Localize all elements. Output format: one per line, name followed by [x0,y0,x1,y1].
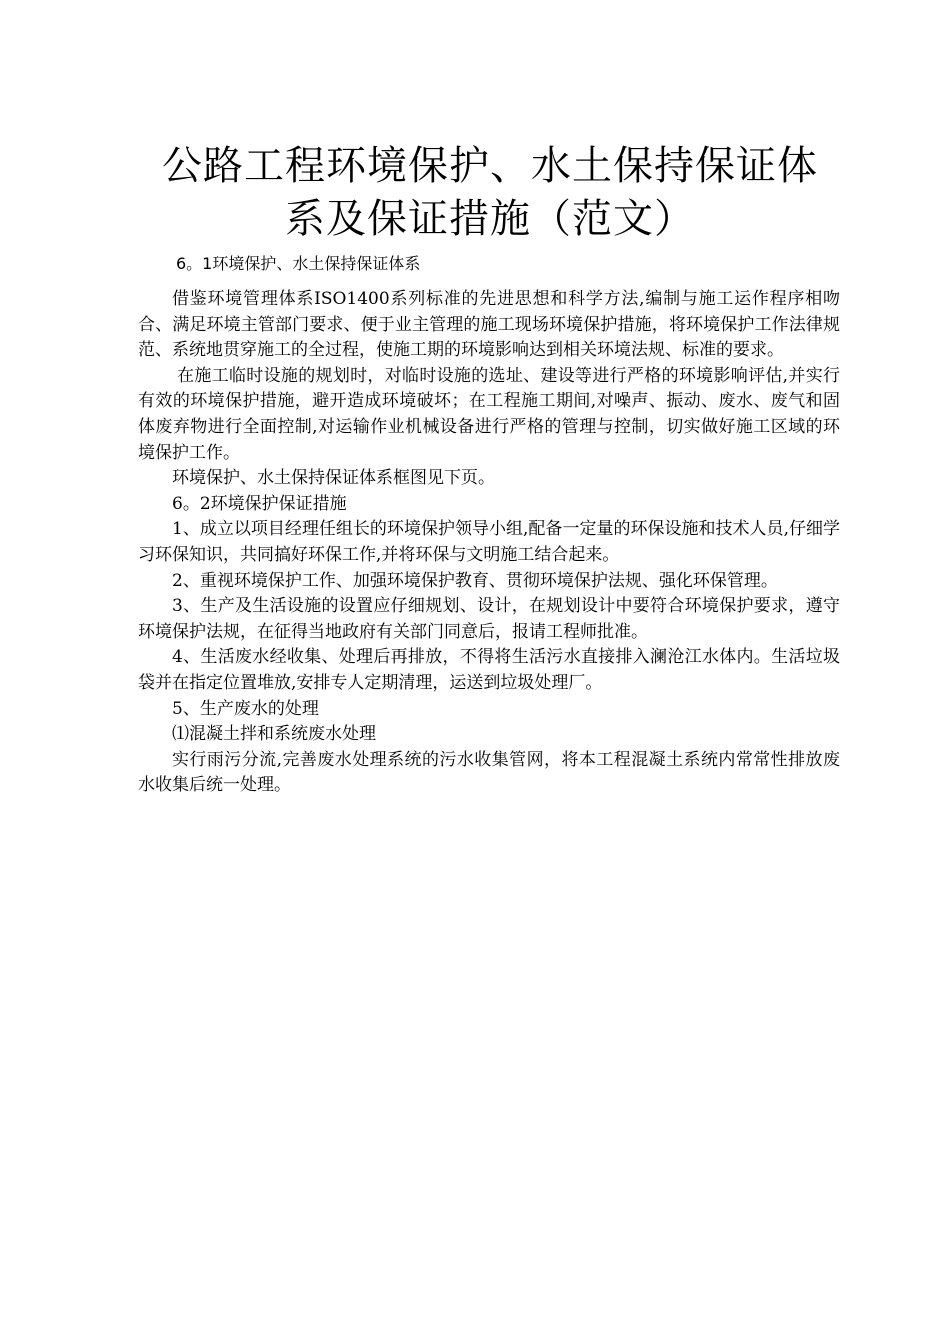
section-heading-6-1: 6。1环境保护、水土保持保证体系 [176,254,421,273]
paragraph-measure-5-heading: 5、生产废水的处理 [172,698,319,719]
paragraph-measure-1: 1、成立以项目经理任组长的环境保护领导小组,配备一定量的环保设施和技术人员,仔细学习环保知识，共同搞好环保工作,并将环保与文明施工结合起来。 [138,519,840,565]
document-body [138,287,840,799]
paragraph-measure-3: 3、生产及生活设施的设置应仔细规划、设计，在规划设计中要符合环境保护要求，遵守环境保护法规，在征得当地政府有关部门同意后，报请工程师批准。 [138,596,840,642]
document-title-line-1: 公路工程环境保护、水土保持保证体 [162,143,818,189]
paragraph-framework-diagram-note: 环境保护、水土保持保证体系框图见下页。 [172,468,495,489]
document-title-line-2: 系及保证措施（范文） [285,196,695,242]
document-title [120,140,860,246]
section-heading-6-2: 6。2环境保护保证措施 [172,493,347,514]
paragraph-iso-framework: 借鉴环境管理体系ISO1400系列标准的先进思想和科学方法,编制与施工运作程序相吻合、满足环境主管部门要求、便于业主管理的施工现场环境保护措施，将环境保护工作法律规范、系统地贯穿施工的全过程，使施工期的环境影响达到相关环境法规、标准的要求。 [138,289,840,361]
paragraph-concrete-treatment: 实行雨污分流,完善废水处理系统的污水收集管网，将本工程混凝土系统内常常性排放废水收集后统一处理。 [138,749,840,796]
paragraph-measure-4: 4、生活废水经收集、处理后再排放，不得将生活污水直接排入澜沧江水体内。生活垃圾袋并在指定位置堆放,安排专人定期清理，运送到垃圾处理厂。 [138,647,840,693]
paragraph-concrete-heading: ⑴混凝土拌和系统废水处理 [172,724,376,745]
paragraph-temporary-facilities: 在施工临时设施的规划时，对临时设施的选址、建设等进行严格的环境影响评估,并实行有效的环境保护措施，避开造成环境破坏；在工程施工期间,对噪声、振动、废水、废气和固体废弃物进行全面控制,对运输作业机械设备进行严格的管理与控制，切实做好施工区域的环境保护工作。 [138,365,840,463]
paragraph-measure-2: 2、重视环境保护工作、加强环境保护教育、贯彻环境保护法规、强化环保管理。 [172,570,778,591]
